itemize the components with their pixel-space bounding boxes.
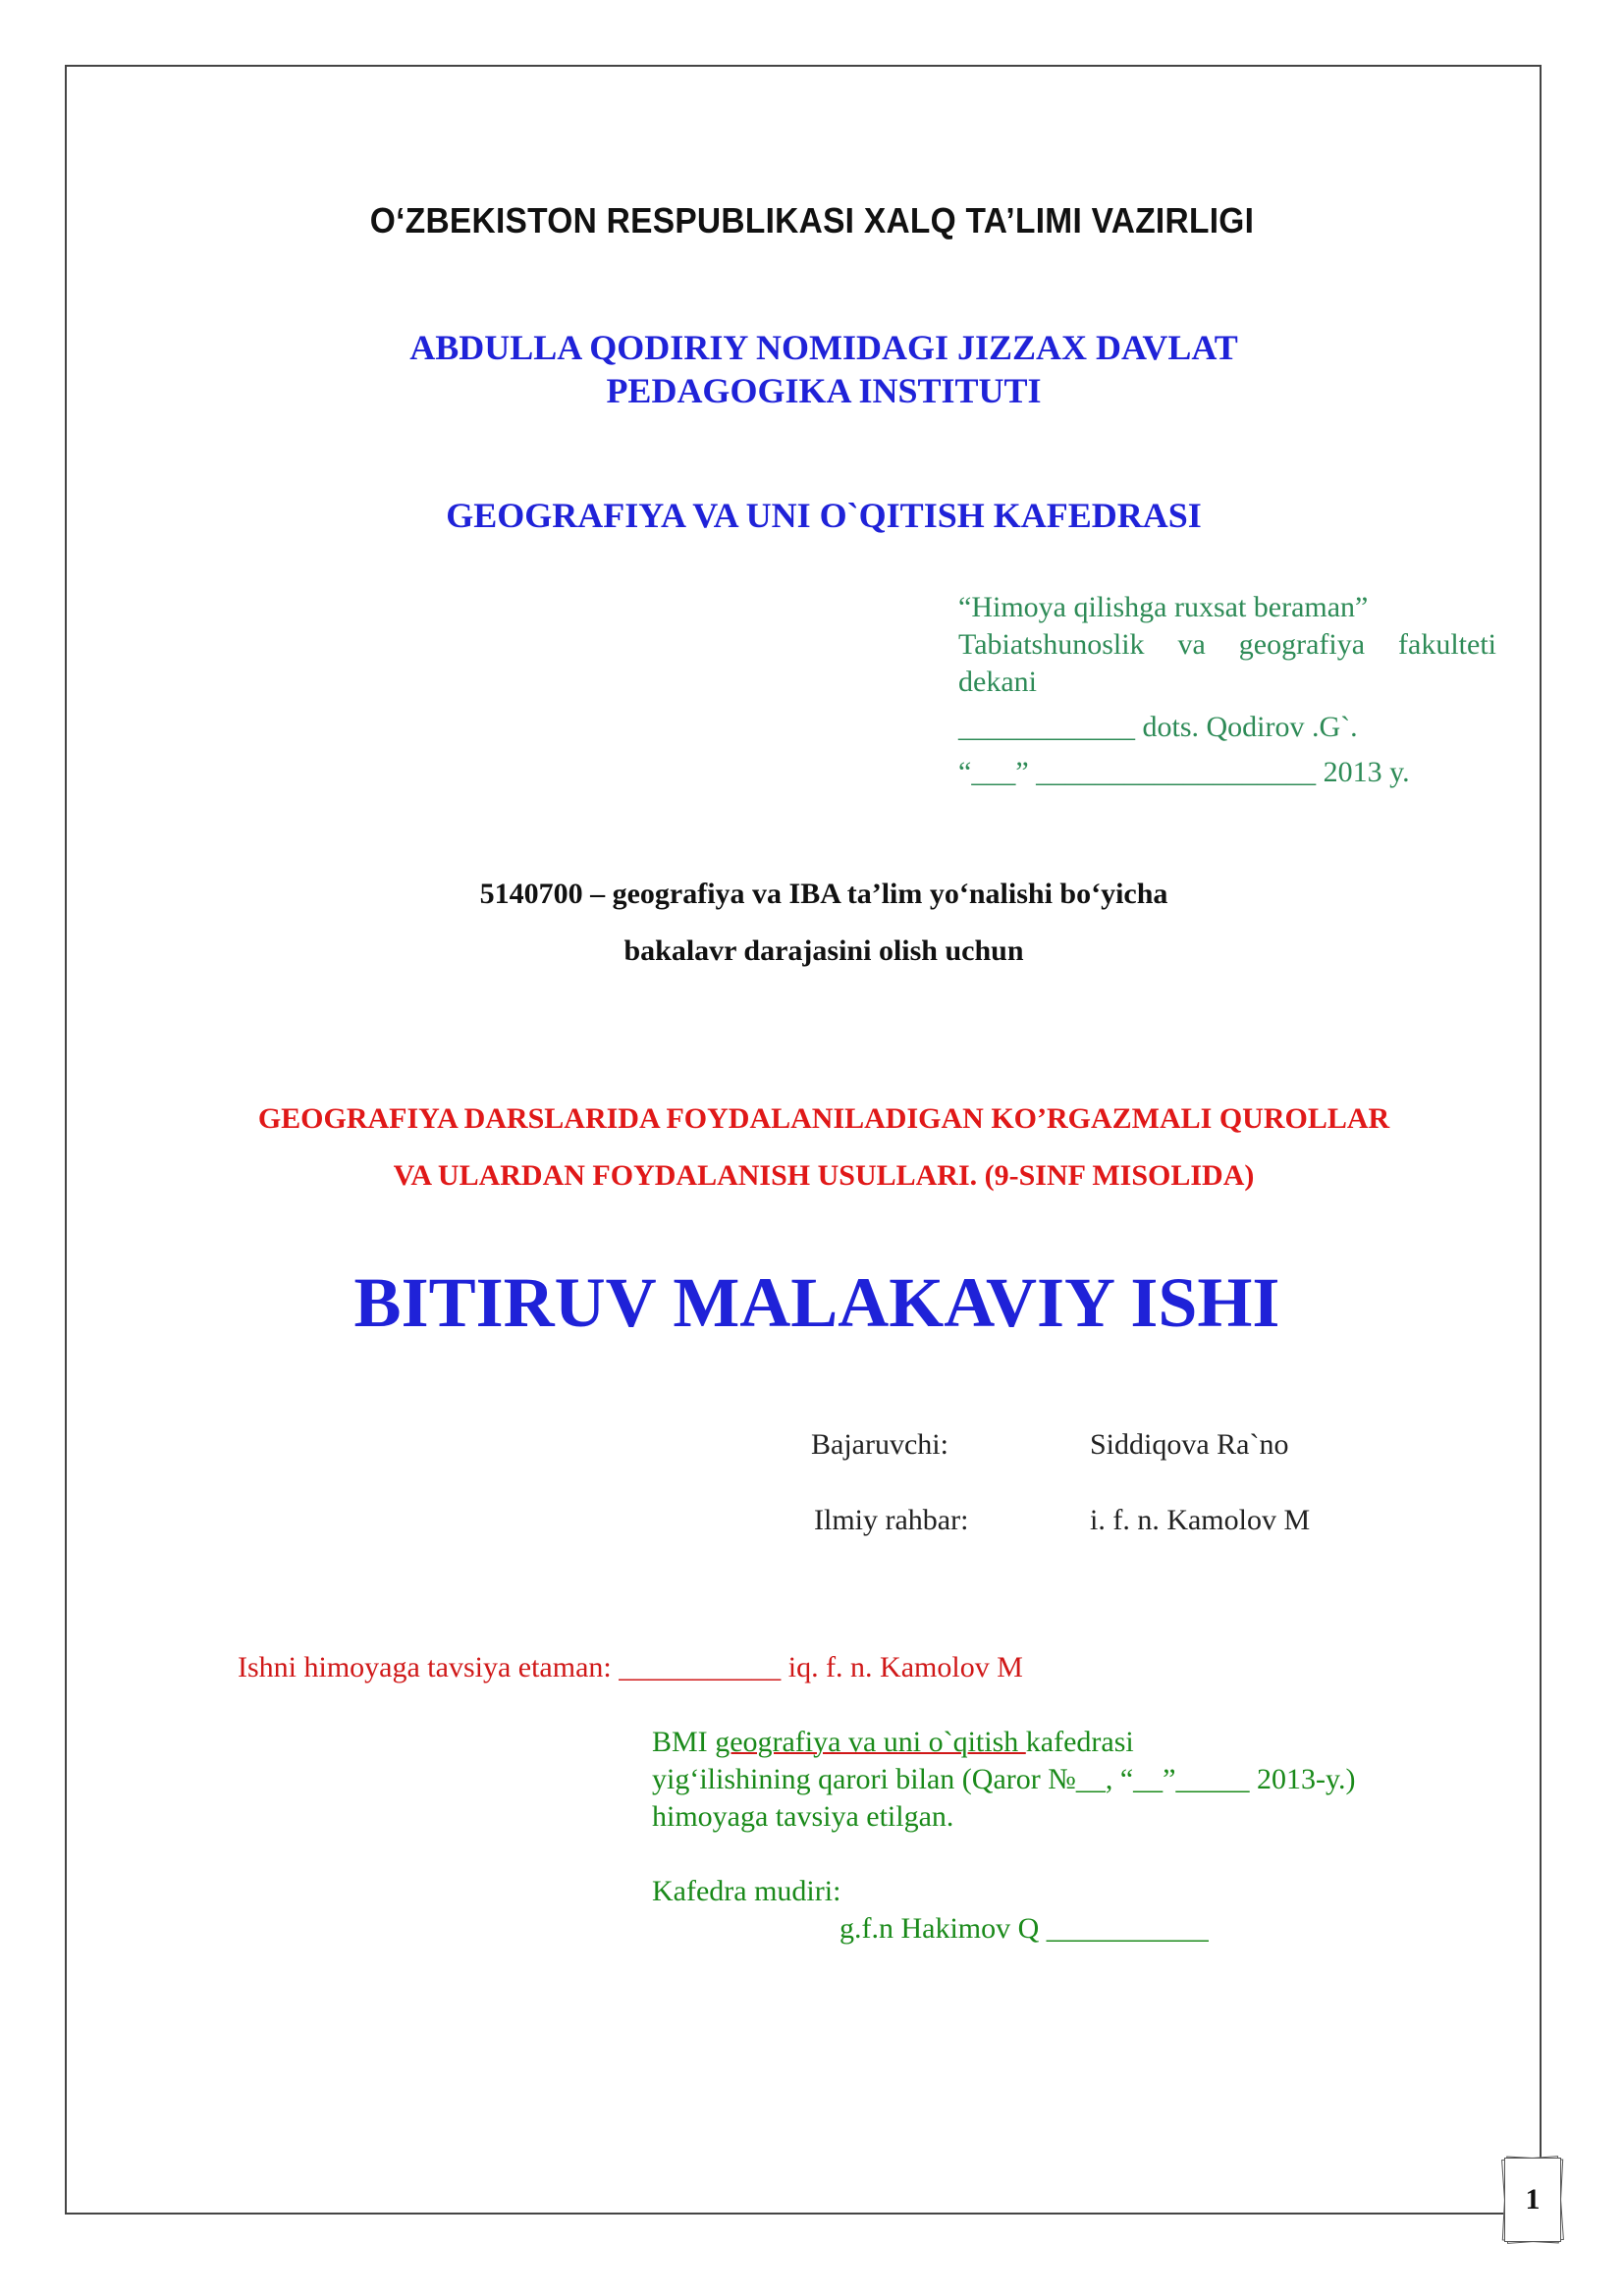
supervisor-name: i. f. n. Kamolov M (1090, 1504, 1311, 1536)
kafedra-note (652, 1724, 1356, 1836)
supervisor-label: Ilmiy rahbar: (814, 1504, 969, 1536)
approval-line-2: Tabiatshunoslik va geografiya fakulteti (958, 628, 1496, 661)
head-label: Kafedra mudiri: (652, 1875, 841, 1907)
kafedra-note-line-2: yig‘ilishining qarori bilan (Qaror №__, “__”_____ 2013-y.) (652, 1763, 1356, 1795)
kafedra-note-line-1 (652, 1724, 1356, 1761)
performer-label: Bajaruvchi: (811, 1428, 948, 1461)
institute-name-line2: PEDAGOGIKA INSTITUTI (606, 371, 1042, 410)
page-number-box (1502, 2156, 1563, 2244)
degree-line-1: 5140700 – geografiya va IBA ta’lim yo‘nalishi bo‘yicha (479, 878, 1168, 910)
institute-name (0, 326, 1624, 412)
approval-line-4: ____________ dots. Qodirov .G`. (958, 711, 1358, 743)
topic-line-2: VA ULARDAN FOYDALANISH USULLARI. (9-SINF MISOLIDA) (393, 1159, 1255, 1192)
kafedra-note-prefix: BMI (652, 1726, 716, 1758)
approval-line-1: “Himoya qilishga ruxsat beraman” (958, 591, 1369, 623)
recommendation-line: Ishni himoyaga tavsiya etaman: ___________ iq. f. n. Kamolov M (238, 1651, 1023, 1683)
document-title: BITIRUV MALAKAVIY ISHI (353, 1263, 1280, 1342)
kafedra-note-underlined: geografiya va uni o`qitish (715, 1726, 1026, 1758)
institute-name-line1: ABDULLA QODIRIY NOMIDAGI JIZZAX DAVLAT (409, 328, 1238, 367)
approval-line-5: “___” ___________________ 2013 y. (958, 756, 1410, 788)
kafedra-note-line-3: himoyaga tavsiya etilgan. (652, 1800, 954, 1833)
performer-name: Siddiqova Ra`no (1090, 1428, 1289, 1461)
kafedra-note-suffix: kafedrasi (1025, 1726, 1134, 1758)
ministry-heading: O‘ZBEKISTON RESPUBLIKASI XALQ TA’LIMI VAZIRLIGI (369, 200, 1255, 240)
department-heading: GEOGRAFIYA VA UNI O`QITISH KAFEDRASI (446, 496, 1202, 535)
head-signature: g.f.n Hakimov Q ___________ (839, 1912, 1209, 1945)
page-number: 1 (1525, 2183, 1541, 2216)
approval-line-3: dekani (958, 666, 1037, 698)
degree-line-2: bakalavr darajasini olish uchun (623, 934, 1024, 967)
topic-line-1: GEOGRAFIYA DARSLARIDA FOYDALANILADIGAN KO’RGAZMALI QUROLLAR (257, 1102, 1390, 1135)
approval-block (958, 589, 1496, 791)
